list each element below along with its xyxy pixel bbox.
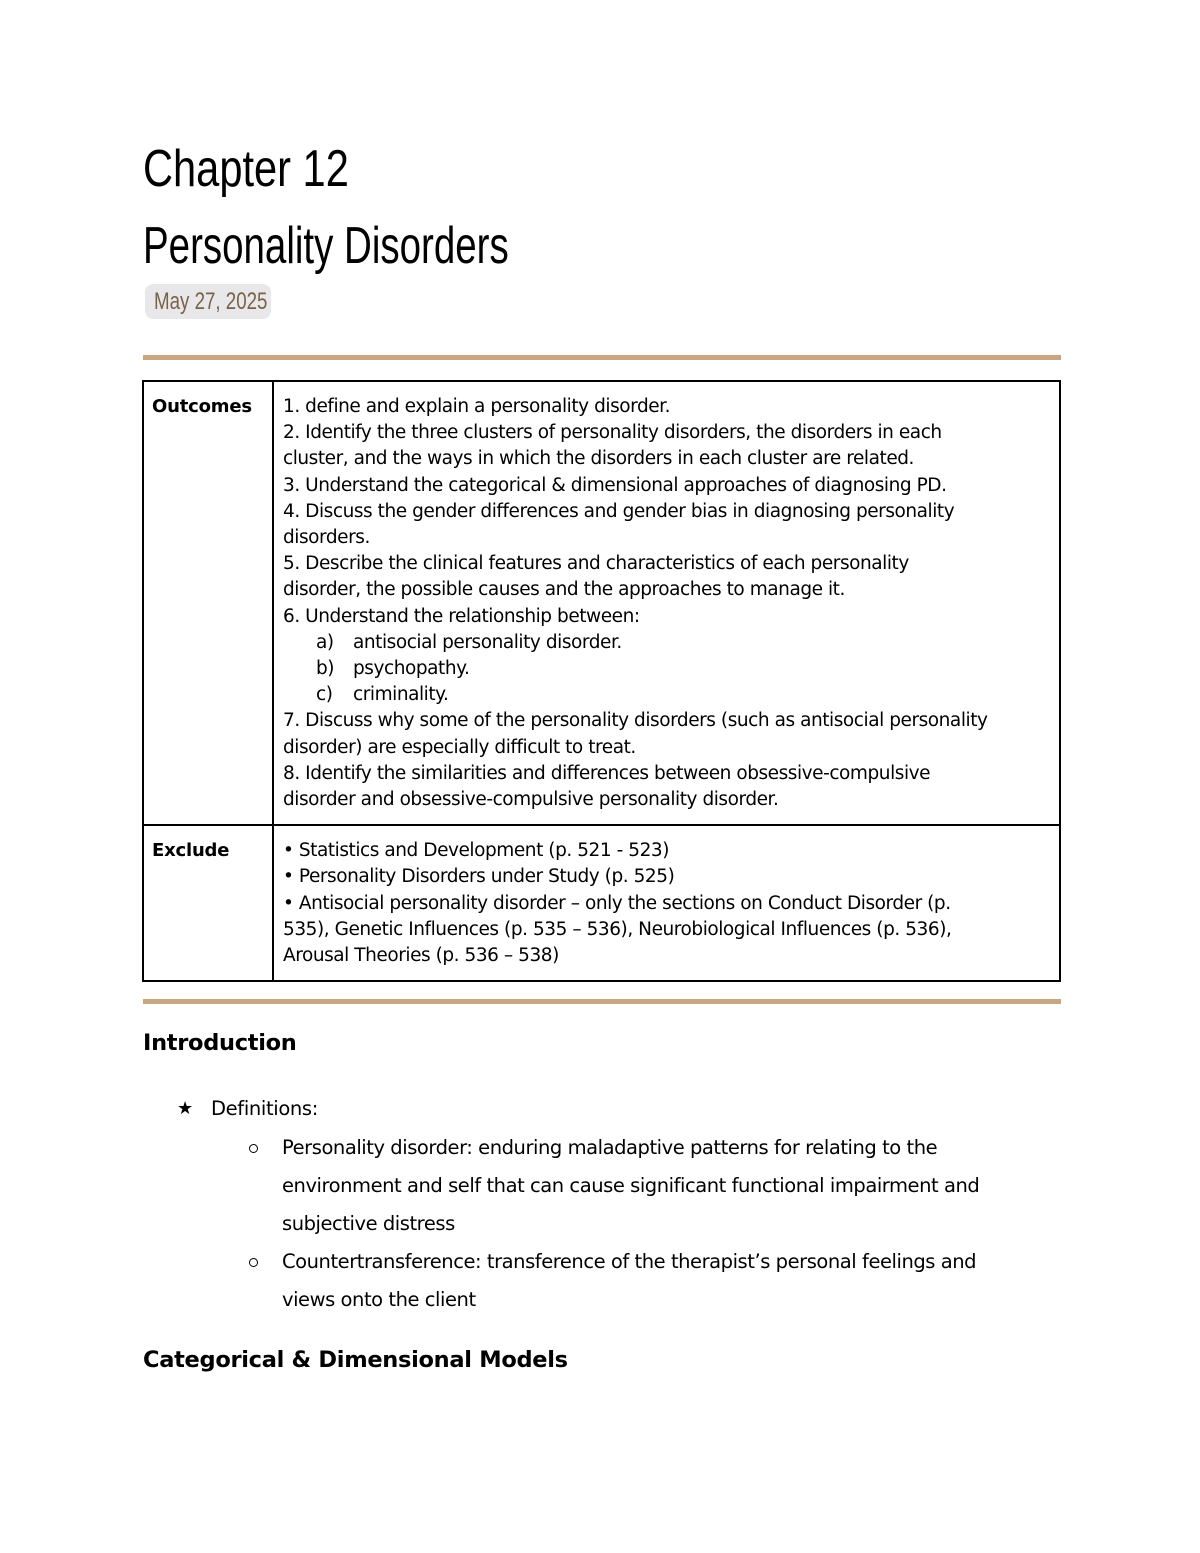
chapter-subtitle: Personality Disorders [143, 217, 509, 275]
definition-line: views onto the client [282, 1288, 476, 1311]
exclude-label: Exclude [143, 825, 273, 981]
outcome-line: 1. define and explain a personality disorder. [283, 396, 671, 417]
divider-top [143, 355, 1061, 360]
outcome-line: 8. Identify the similarities and differences between obsessive-compulsive [283, 762, 931, 784]
outcomes-content [273, 381, 1060, 825]
outcome-line: 3. Understand the categorical & dimensional approaches of diagnosing PD. [283, 474, 947, 496]
definition-line: environment and self that can cause significant functional impairment and [282, 1174, 980, 1197]
outcome-line: cluster, and the ways in which the disorders in each cluster are related. [283, 448, 914, 470]
date-chip[interactable] [145, 284, 271, 319]
outcome-line: disorder, the possible causes and the approaches to manage it. [283, 579, 845, 601]
exclude-line: 535), Genetic Influences (p. 535 – 536), Neurobiological Influences (p. 536), [283, 918, 952, 940]
chapter-title: Chapter 12 [143, 140, 349, 198]
outcome-line: disorder) are especially difficult to treat. [283, 736, 636, 758]
outcome-line: 7. Discuss why some of the personality disorders (such as antisocial personality [283, 710, 988, 732]
outcome-line: 4. Discuss the gender differences and gender bias in diagnosing personality [283, 500, 955, 522]
definition-line: Personality disorder: enduring maladaptive patterns for relating to the [282, 1136, 938, 1159]
categorical-dimensional-heading: Categorical & Dimensional Models [143, 1347, 568, 1373]
definition-line: Countertransference: transference of the therapist’s personal feelings and [282, 1250, 977, 1273]
outcome-subitem [283, 656, 1051, 682]
definitions-label: Definitions: [211, 1097, 318, 1120]
exclude-line: Arousal Theories (p. 536 – 538) [283, 945, 559, 967]
outcome-line: disorders. [283, 527, 370, 549]
exclude-line: • Personality Disorders under Study (p. 525) [283, 866, 675, 888]
exclude-content [273, 825, 1060, 981]
circle-bullet-icon [249, 1144, 258, 1153]
divider-bottom [143, 999, 1061, 1004]
definition-item [282, 1129, 1062, 1243]
subitem-text: criminality. [353, 684, 449, 706]
outcome-subitem [283, 682, 1051, 708]
exclude-line: • Statistics and Development (p. 521 - 523) [283, 840, 669, 862]
subitem-text: psychopathy. [353, 658, 470, 680]
definition-item [282, 1243, 1062, 1319]
definition-line: subjective distress [282, 1212, 455, 1235]
subitem-text: antisocial personality disorder. [353, 631, 622, 653]
exclude-row [143, 825, 1060, 981]
outcome-line: disorder and obsessive-compulsive personality disorder. [283, 789, 779, 811]
outcomes-row [143, 381, 1060, 825]
outcome-line: 5. Describe the clinical features and characteristics of each personality [283, 553, 909, 575]
subitem-letter: b) [316, 658, 335, 680]
outcomes-table [142, 380, 1061, 982]
outcome-subitem [283, 630, 1051, 656]
introduction-heading: Introduction [143, 1030, 297, 1056]
outcomes-label: Outcomes [143, 381, 273, 825]
outcome-line: 2. Identify the three clusters of personality disorders, the disorders in each [283, 422, 942, 444]
date-text: May 27, 2025 [154, 287, 268, 315]
exclude-line: • Antisocial personality disorder – only the sections on Conduct Disorder (p. [283, 892, 951, 914]
star-icon: ★ [177, 1098, 193, 1119]
subitem-letter: c) [316, 684, 333, 706]
subitem-letter: a) [316, 631, 334, 653]
circle-bullet-icon [249, 1258, 258, 1267]
outcome-line: 6. Understand the relationship between: [283, 605, 640, 627]
